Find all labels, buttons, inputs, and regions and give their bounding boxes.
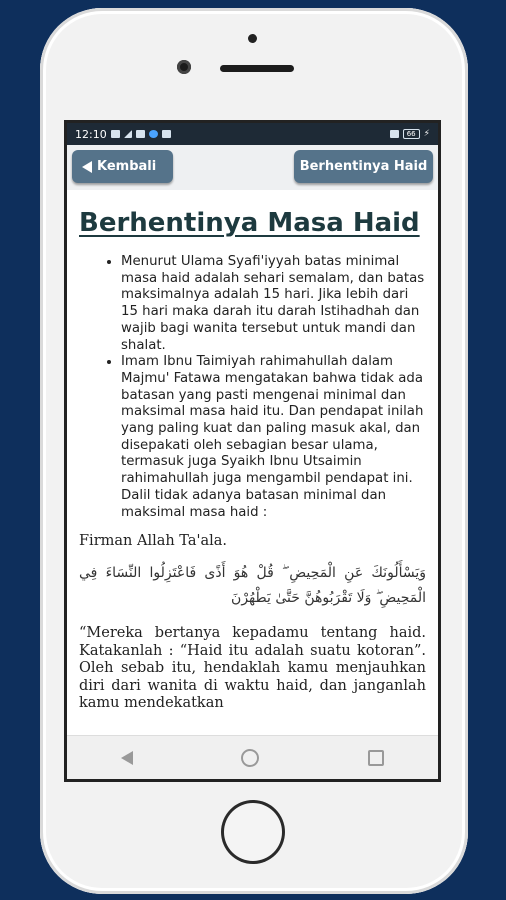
app-screen: [64, 120, 441, 782]
firman-heading: Firman Allah Ta'ala.: [79, 533, 228, 550]
back-arrow-icon: [82, 161, 92, 173]
article-content[interactable]: [67, 190, 438, 739]
translation-quote: “Mereka bertanya kepadamu tentang haid. Katakanlah : “Haid itu adalah suatu kotoran”. Oleh sebab itu, hendaklah kamu menjauhkan diri dari wanita di waktu haid, dan janganlah kamu mendekatkan: [79, 625, 426, 712]
article-title: Berhentinya Masa Haid: [79, 208, 420, 238]
android-nav-bar: [67, 735, 438, 779]
proximity-sensor: [248, 34, 257, 43]
earpiece-speaker: [220, 65, 294, 72]
nav-back-icon[interactable]: [121, 751, 133, 765]
bullet-list: [67, 254, 428, 521]
section-title-button[interactable]: [294, 150, 433, 183]
back-button[interactable]: [72, 150, 173, 183]
list-item: • Imam Ibnu Taimiyah rahimahullah dalam Majmu' Fatawa mengatakan bahwa tidak ada batasan yang pasti mengenai minimal dan maksimal masa haid itu. Dan pendapat inilah yang paling kuat dan paling masuk akal, dan disepakati oleh sebagian besar ulama, termasuk juga Syaikh Ibnu Utsaimin rahimahullah juga mengambil pendapat ini. Dalil tidak adanya batasan minimal dan maksimal masa haid :: [121, 354, 428, 521]
front-camera: [177, 60, 191, 74]
status-bar: [67, 123, 438, 145]
battery-icon: 66: [403, 129, 420, 139]
status-time: 12:10: [75, 127, 107, 141]
arabic-verse: وَيَسْأَلُونَكَ عَنِ الْمَحِيضِ ۖ قُلْ هُوَ أَذًى فَاعْتَزِلُوا النِّسَاءَ فِي الْمَحِيضِ ۖ وَلَا تَقْرَبُوهُنَّ حَتَّىٰ يَطْهُرْنَ: [79, 565, 426, 607]
top-toolbar: [67, 145, 438, 190]
back-button-label: Kembali: [97, 159, 157, 174]
notification-icon: [111, 130, 120, 138]
image-icon: [162, 130, 171, 138]
signal-icon: [124, 130, 132, 138]
charging-icon: ⚡: [423, 129, 430, 139]
app-notification-icon: [149, 130, 158, 138]
sim-icon: [136, 130, 145, 138]
home-button[interactable]: [221, 800, 285, 864]
nav-recent-apps-icon[interactable]: [368, 750, 384, 766]
list-item: • Menurut Ulama Syafi'iyyah batas minimal masa haid adalah sehari semalam, dan batas maksimalnya adalah 15 hari. Jika lebih dari 15 hari maka darah itu darah Istihadhah dan wajib bagi wanita tersebut untuk mandi dan shalat.: [121, 254, 428, 354]
vibrate-icon: [390, 130, 399, 138]
nav-home-icon[interactable]: [241, 749, 259, 767]
section-title-label: Berhentinya Haid: [299, 159, 428, 174]
